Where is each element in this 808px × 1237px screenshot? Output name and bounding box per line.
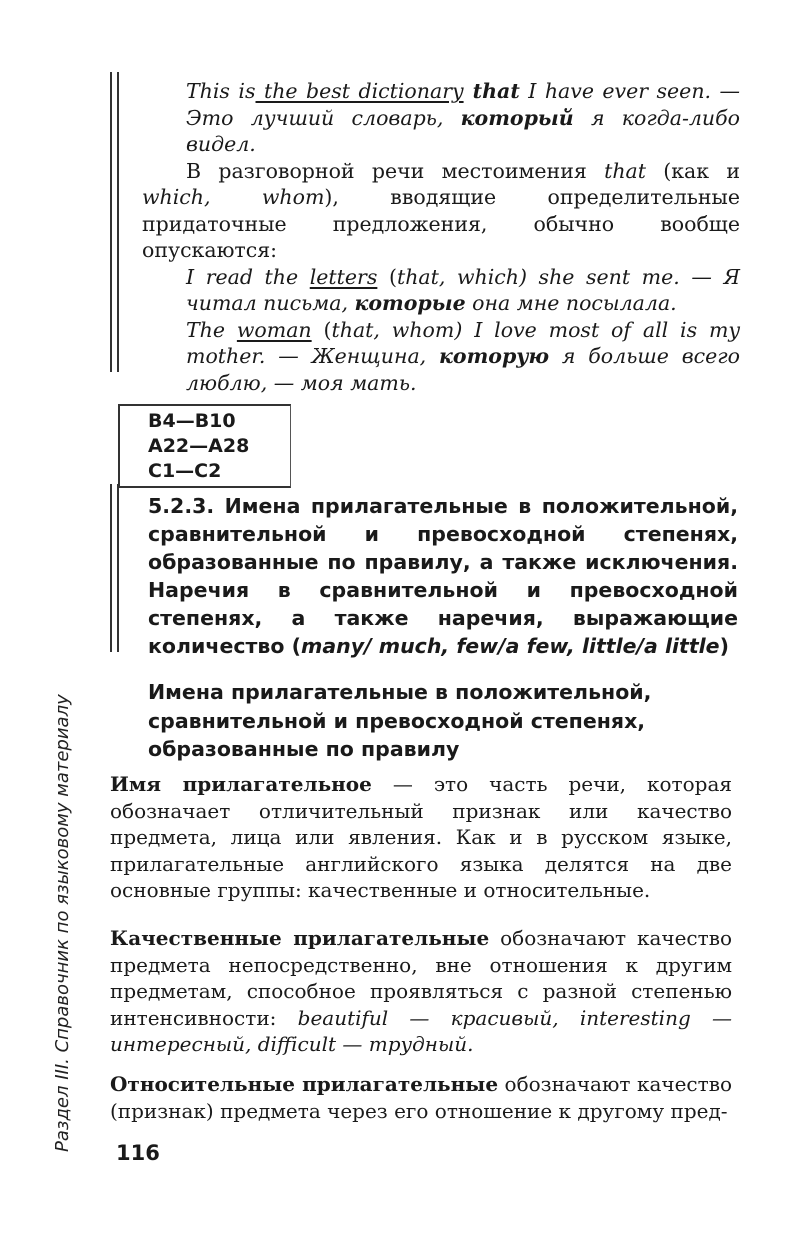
exam-code: С1—С2 (148, 460, 222, 482)
example-3: The woman (that, whom) I love most of all is my mother. — Женщина, которую я больше всего люблю, — моя мать. (186, 317, 741, 395)
example-1: This is the best dictionary that I have ever seen. — Это лучший словарь, который я когда-либо видел. (186, 79, 740, 156)
section-block (110, 484, 740, 658)
margin-rule (117, 72, 119, 372)
subheading: Имена прилагательные в положительной, сравнительной и превосходной степенях, образованные по правилу (148, 680, 652, 761)
term: Качественные прилагательные (110, 926, 490, 950)
margin-rule (110, 72, 112, 372)
term: Имя прилагательное (110, 772, 372, 796)
page-number: 116 (116, 1141, 160, 1165)
paragraph: Относительные прилагательные обозначают качество (признак) предмета через его отношение к другому пред- (110, 1072, 732, 1123)
margin-rule (110, 484, 112, 652)
example-block (110, 72, 741, 395)
example-text (142, 78, 740, 396)
margin-rule (117, 484, 119, 652)
exam-code: В4—В10 (148, 410, 236, 432)
exam-codes-box (118, 404, 291, 488)
section-heading: 5.2.3. Имена прилагательные в положительной, сравнительной и превосходной степенях, образованные по правилу, а также исключения. Наречия в сравнительной и превосходной степенях, а также наречия, выражающие количество (many/ much, few/a few, little/a little) (148, 494, 738, 658)
paragraph: Имя прилагательное — это часть речи, которая обозначает отличительный признак или качество предмета, лица или явления. Как и в русском языке, прилагательные английского языка делятся на две основные группы: качественные и относительные. (110, 772, 732, 902)
paragraph: Качественные прилагательные обозначают качество предмета непосредственно, вне отношения к другим предметам, способное проявляться с разной степенью интенсивности: beautiful — красивый, interesting — интересный, difficult — трудный. (110, 926, 732, 1056)
section-side-caption: Раздел III. Справочник по языковому материалу (52, 694, 73, 1152)
exam-code: А22—А28 (148, 435, 250, 457)
example-2: I read the letters (that, which) she sent me. — Я читал письма, которые она мне посылала. (186, 264, 740, 315)
term: Относительные прилагательные (110, 1072, 499, 1096)
example-note: В разговорной речи местоимения that (как и which, whom), вводящие определительные придаточные предложения, обычно вообще опускаются: (142, 158, 740, 262)
